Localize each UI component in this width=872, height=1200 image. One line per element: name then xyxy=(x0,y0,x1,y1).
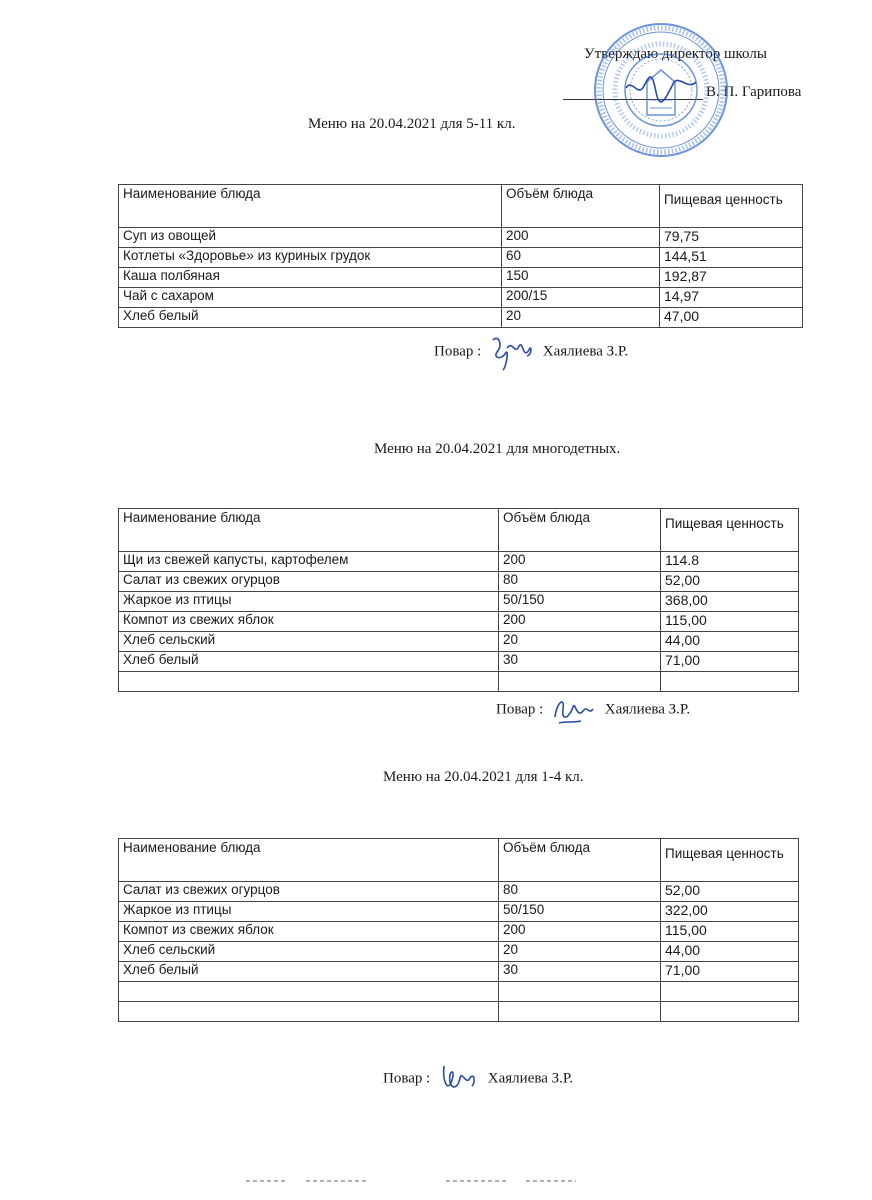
menu-title-1-4: Меню на 20.04.2021 для 1-4 кл. xyxy=(383,769,584,785)
table-row xyxy=(119,962,799,982)
table-row xyxy=(119,228,803,248)
dish-volume: 200 xyxy=(499,552,661,572)
dish-name: Жаркое из птицы xyxy=(119,902,499,922)
scan-artifact-line xyxy=(246,1178,586,1184)
empty-cell xyxy=(499,672,661,692)
menu-table-large-families xyxy=(118,508,799,692)
column-header-name: Наименование блюда xyxy=(119,839,499,882)
dish-volume: 200 xyxy=(499,922,661,942)
table-row xyxy=(119,248,803,268)
dish-value: 71,00 xyxy=(661,962,799,982)
dish-volume: 20 xyxy=(499,942,661,962)
dish-volume: 30 xyxy=(499,652,661,672)
dish-name: Щи из свежей капусты, картофелем xyxy=(119,552,499,572)
dish-value: 44,00 xyxy=(661,942,799,962)
table-row xyxy=(119,612,799,632)
table-row xyxy=(119,572,799,592)
dish-volume: 50/150 xyxy=(499,902,661,922)
dish-volume: 150 xyxy=(502,268,660,288)
dish-volume: 80 xyxy=(499,572,661,592)
dish-name: Хлеб белый xyxy=(119,308,502,328)
dish-volume: 60 xyxy=(502,248,660,268)
table-header-row xyxy=(119,185,803,228)
cook-label: Повар : xyxy=(383,1070,431,1087)
dish-volume: 200/15 xyxy=(502,288,660,308)
empty-cell xyxy=(661,672,799,692)
dish-volume: 200 xyxy=(502,228,660,248)
empty-cell xyxy=(499,1002,661,1022)
cook-label: Повар : xyxy=(496,701,544,718)
director-name: В. П. Гарипова xyxy=(706,84,802,100)
table-row xyxy=(119,592,799,612)
dish-value: 52,00 xyxy=(661,572,799,592)
cook-signature-icon xyxy=(551,693,597,727)
column-header-volume: Объём блюда xyxy=(499,509,661,552)
table-header-row xyxy=(119,839,799,882)
dish-value: 52,00 xyxy=(661,882,799,902)
menu-table-5-11 xyxy=(118,184,803,328)
dish-value: 44,00 xyxy=(661,632,799,652)
column-header-name: Наименование блюда xyxy=(119,509,499,552)
dish-name: Хлеб сельский xyxy=(119,942,499,962)
dish-value: 115,00 xyxy=(661,922,799,942)
table-row xyxy=(119,942,799,962)
dish-name: Суп из овощей xyxy=(119,228,502,248)
cook-signature-icon xyxy=(438,1060,480,1098)
cook-name: Хаялиева З.Р. xyxy=(604,701,691,718)
dish-value: 114.8 xyxy=(661,552,799,572)
table-row xyxy=(119,268,803,288)
table-row xyxy=(119,922,799,942)
table-row xyxy=(119,632,799,652)
empty-cell xyxy=(661,982,799,1002)
menu-title-5-11: Меню на 20.04.2021 для 5-11 кл. xyxy=(308,116,516,132)
column-header-name: Наименование блюда xyxy=(119,185,502,228)
column-header-volume: Объём блюда xyxy=(502,185,660,228)
dish-name: Котлеты «Здоровье» из куриных грудок xyxy=(119,248,502,268)
dish-volume: 80 xyxy=(499,882,661,902)
dish-value: 71,00 xyxy=(661,652,799,672)
column-header-value: Пищевая ценность xyxy=(660,185,803,228)
dish-name: Жаркое из птицы xyxy=(119,592,499,612)
table-row xyxy=(119,552,799,572)
dish-name: Хлеб белый xyxy=(119,962,499,982)
cook-signature-block xyxy=(434,332,628,372)
dish-value: 115,00 xyxy=(661,612,799,632)
empty-cell xyxy=(119,672,499,692)
dish-name: Хлеб белый xyxy=(119,652,499,672)
menu-title-large-families: Меню на 20.04.2021 для многодетных. xyxy=(374,441,621,457)
table-row xyxy=(119,652,799,672)
dish-value: 79,75 xyxy=(660,228,803,248)
dish-volume: 20 xyxy=(502,308,660,328)
table-row xyxy=(119,882,799,902)
table-header-row xyxy=(119,509,799,552)
dish-name: Каша полбяная xyxy=(119,268,502,288)
cook-signature-icon xyxy=(489,332,535,372)
dish-name: Салат из свежих огурцов xyxy=(119,882,499,902)
dish-volume: 30 xyxy=(499,962,661,982)
dish-name: Компот из свежих яблок xyxy=(119,612,499,632)
dish-volume: 200 xyxy=(499,612,661,632)
dish-value: 368,00 xyxy=(661,592,799,612)
dish-value: 192,87 xyxy=(660,268,803,288)
empty-cell xyxy=(499,982,661,1002)
empty-cell xyxy=(119,982,499,1002)
menu-table-1-4 xyxy=(118,838,799,1022)
dish-volume: 20 xyxy=(499,632,661,652)
cook-name: Хаялиева З.Р. xyxy=(542,343,629,360)
dish-volume: 50/150 xyxy=(499,592,661,612)
column-header-value: Пищевая ценность xyxy=(661,509,799,552)
empty-cell xyxy=(119,1002,499,1022)
dish-name: Чай с сахаром xyxy=(119,288,502,308)
dish-value: 47,00 xyxy=(660,308,803,328)
cook-label: Повар : xyxy=(434,343,482,360)
cook-name: Хаялиева З.Р. xyxy=(487,1070,574,1087)
dish-value: 322,00 xyxy=(661,902,799,922)
column-header-value: Пищевая ценность xyxy=(661,839,799,882)
table-row xyxy=(119,902,799,922)
table-row-empty xyxy=(119,982,799,1002)
cook-signature-block xyxy=(383,1060,573,1098)
cook-signature-block xyxy=(496,693,690,727)
dish-value: 144,51 xyxy=(660,248,803,268)
dish-name: Компот из свежих яблок xyxy=(119,922,499,942)
table-row-empty xyxy=(119,672,799,692)
school-seal-icon xyxy=(592,20,730,160)
table-row xyxy=(119,308,803,328)
column-header-volume: Объём блюда xyxy=(499,839,661,882)
dish-value: 14,97 xyxy=(660,288,803,308)
table-row-empty xyxy=(119,1002,799,1022)
dish-name: Хлеб сельский xyxy=(119,632,499,652)
empty-cell xyxy=(661,1002,799,1022)
approval-title: Утверждаю директор школы xyxy=(584,46,767,62)
dish-name: Салат из свежих огурцов xyxy=(119,572,499,592)
table-row xyxy=(119,288,803,308)
